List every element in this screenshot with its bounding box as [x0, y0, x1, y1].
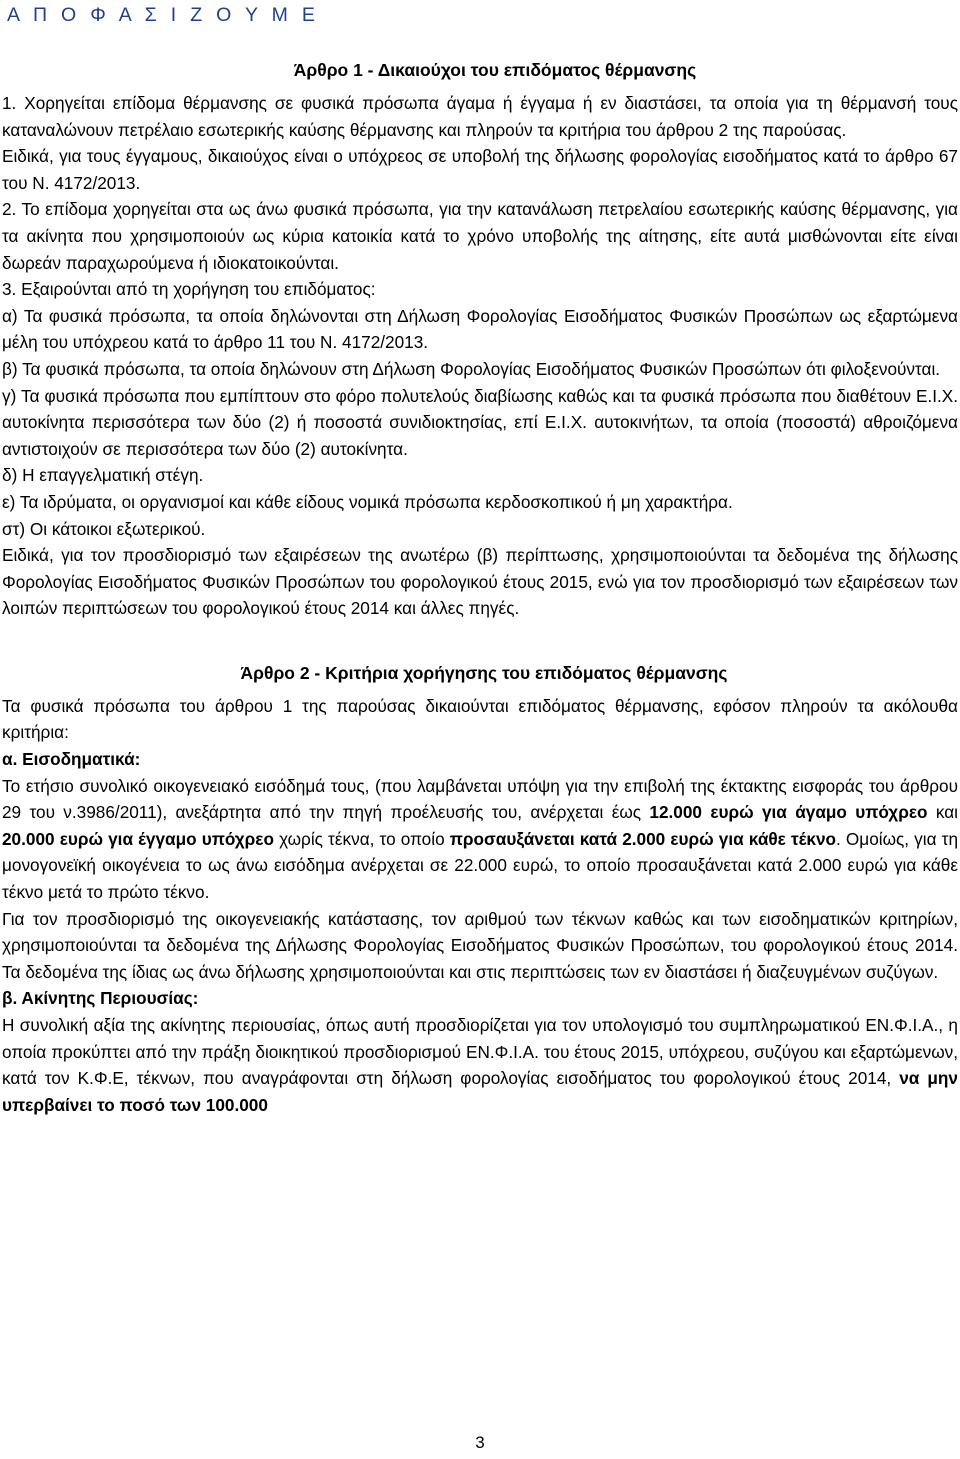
article-1-exception-a: α) Τα φυσικά πρόσωπα, τα οποία δηλώνονται στη Δήλωση Φορολογίας Εισοδήματος Φυσικών Προσώπων ως εξαρτώμενα μέλη του υπόχρεου κατά το άρθρο 11 του Ν. 4172/2013. — [2, 305, 958, 353]
income-text-3: χωρίς τέκνα, το οποίο — [273, 828, 450, 849]
income-criteria-paragraph — [2, 773, 958, 906]
article-1-paragraph-special: Ειδικά, για τον προσδιορισμό των εξαιρέσεων της ανωτέρω (β) περίπτωσης, χρησιμοποιούνται τα δεδομένα της δήλωσης Φορολογίας Εισοδήματος Φυσικών Προσώπων του φορολογικού έτους 2015, ενώ για τον προσδιορισμό των εξαιρέσεων των λοιπών περιπτώσεων του φορολογικού έτους 2014 και άλλες πηγές. — [2, 545, 958, 619]
article-1-paragraph-4: 3. Εξαιρούνται από τη χορήγηση του επιδόματος: — [2, 279, 376, 300]
property-criteria-paragraph — [2, 1012, 958, 1118]
income-bold-single: 12.000 ευρώ για άγαμο υπόχρεο — [649, 802, 928, 823]
article-1-exception-e: ε) Τα ιδρύματα, οι οργανισμοί και κάθε είδους νομικά πρόσωπα κερδοσκοπικού ή μη χαρακτήρα. — [2, 491, 733, 512]
income-bold-per-child: προσαυξάνεται κατά 2.000 ευρώ για κάθε τέκνο — [449, 828, 837, 849]
article-1-paragraph-3: 2. Το επίδομα χορηγείται στα ως άνω φυσικά πρόσωπα, για την κατανάλωση πετρελαίου εσωτερικής καύσης θέρμανσης, για τα ακίνητα που χρησιμοποιούν ως κύρια κατοικία κατά το χρόνο υποβολής της αίτησης, είτε αυτά μισθώνονται είτε είναι δωρεάν παραχωρούμενα ή ιδιοκατοικούνται. — [2, 199, 958, 273]
article-1-exception-c: γ) Τα φυσικά πρόσωπα που εμπίπτουν στο φόρο πολυτελούς διαβίωσης καθώς και τα φυσικά πρόσωπα που διαθέτουν Ε.Ι.Χ. αυτοκίνητα περισσότερα των δύο (2) ή ποσοστά συνιδιοκτησίας, επί Ε.Ι.Χ. αυτοκινήτων, τα οποία (ποσοστά) αθροιζόμενα αντιστοιχούν σε περισσότερα των δύο (2) αυτοκίνητα. — [2, 385, 958, 459]
property-bold-limit: να μην υπερβαίνει το ποσό των 100.000 — [2, 1068, 958, 1115]
income-text-2: και — [927, 802, 958, 823]
article-1-exception-b: β) Τα φυσικά πρόσωπα, τα οποία δηλώνουν στη Δήλωση Φορολογίας Εισοδήματος Φυσικών Προσώπων ότι φιλοξενούνται. — [2, 358, 941, 379]
income-bold-married: 20.000 ευρώ για έγγαμο υπόχρεο — [2, 828, 274, 849]
article-1-paragraph-1: 1. Χορηγείται επίδομα θέρμανσης σε φυσικά πρόσωπα άγαμα ή έγγαμα ή εν διαστάσει, τα οποία για τη θέρμανσή τους καταναλώνουν πετρέλαιο εσωτερικής καύσης θέρμανσης και πληρούν τα κριτήρια του άρθρου 2 της παρούσας. — [2, 93, 958, 140]
property-criteria-heading: β. Ακίνητης Περιουσίας: — [2, 988, 199, 1009]
page-number: 3 — [475, 1433, 485, 1452]
article-1-exception-d: δ) Η επαγγελματική στέγη. — [2, 465, 204, 486]
article-1-exception-f: στ) Οι κάτοικοι εξωτερικού. — [2, 518, 206, 539]
income-criteria-heading: α. Εισοδηματικά: — [2, 749, 141, 770]
article-2-heading: Άρθρο 2 - Κριτήρια χορήγησης του επιδόματος θέρμανσης — [240, 662, 728, 683]
article-1-paragraph-2: Ειδικά, για τους έγγαμους, δικαιούχος είναι ο υπόχρεος σε υποβολή της δήλωσης φορολογίας εισοδήματος κατά το άρθρο 67 του Ν. 4172/2013. — [2, 146, 958, 193]
document-title: Α Π Ο Φ Α Σ Ι Ζ Ο Υ Μ Ε — [7, 4, 320, 26]
article-1-heading: Άρθρο 1 - Δικαιούχοι του επιδόματος θέρμανσης — [293, 60, 697, 80]
income-text-1: Το ετήσιο συνολικό οικογενειακό εισόδημά τους, (που λαμβάνεται υπόψη για την επιβολή της έκτακτης εισφοράς του άρθρου 29 του ν.3986/2011), ανεξάρτητα από την πηγή προέλευσής του, ανέρχεται έως — [2, 775, 958, 823]
income-text-4: . Ομοίως, για τη μονογονεϊκή οικογένεια το ως άνω εισόδημα ανέρχεται σε 22.000 ευρώ, το οποίο προσαυξάνεται κατά 2.000 ευρώ για κάθε τέκνο μετά το πρώτο τέκνο. — [2, 828, 958, 903]
income-criteria-paragraph-2: Για τον προσδιορισμό της οικογενειακής κατάστασης, τον αριθμού των τέκνων καθώς και των εισοδηματικών κριτηρίων, χρησιμοποιούνται τα δεδομένα της Δήλωσης Φορολογίας Εισοδήματος Φυσικών Προσώπων, του φορολογικού έτους 2014. Τα δεδομένα της ίδιας ως άνω δήλωσης χρησιμοποιούνται και στις περιπτώσεις των εν διαστάσει ή διαζευγμένων συζύγων. — [2, 908, 958, 982]
article-2-intro: Τα φυσικά πρόσωπα του άρθρου 1 της παρούσας δικαιούνται επιδόματος θέρμανσης, εφόσον πληρούν τα ακόλουθα κριτήρια: — [2, 695, 958, 743]
property-text-1: Η συνολική αξία της ακίνητης περιουσίας, όπως αυτή προσδιορίζεται για τον υπολογισμό του συμπληρωματικού ΕΝ.Φ.Ι.Α., η οποία προκύπτει από την πράξη διοικητικού προσδιορισμού ΕΝ.Φ.Ι.Α. του έτους 2015, υπόχρεου, συζύγου και εξαρτώμενων, κατά τον Κ.Φ.Ε, τέκνων, που αναγράφονται στη δήλωση φορολογίας εισοδήματος του φορολογικού έτους 2014, — [2, 1015, 958, 1089]
